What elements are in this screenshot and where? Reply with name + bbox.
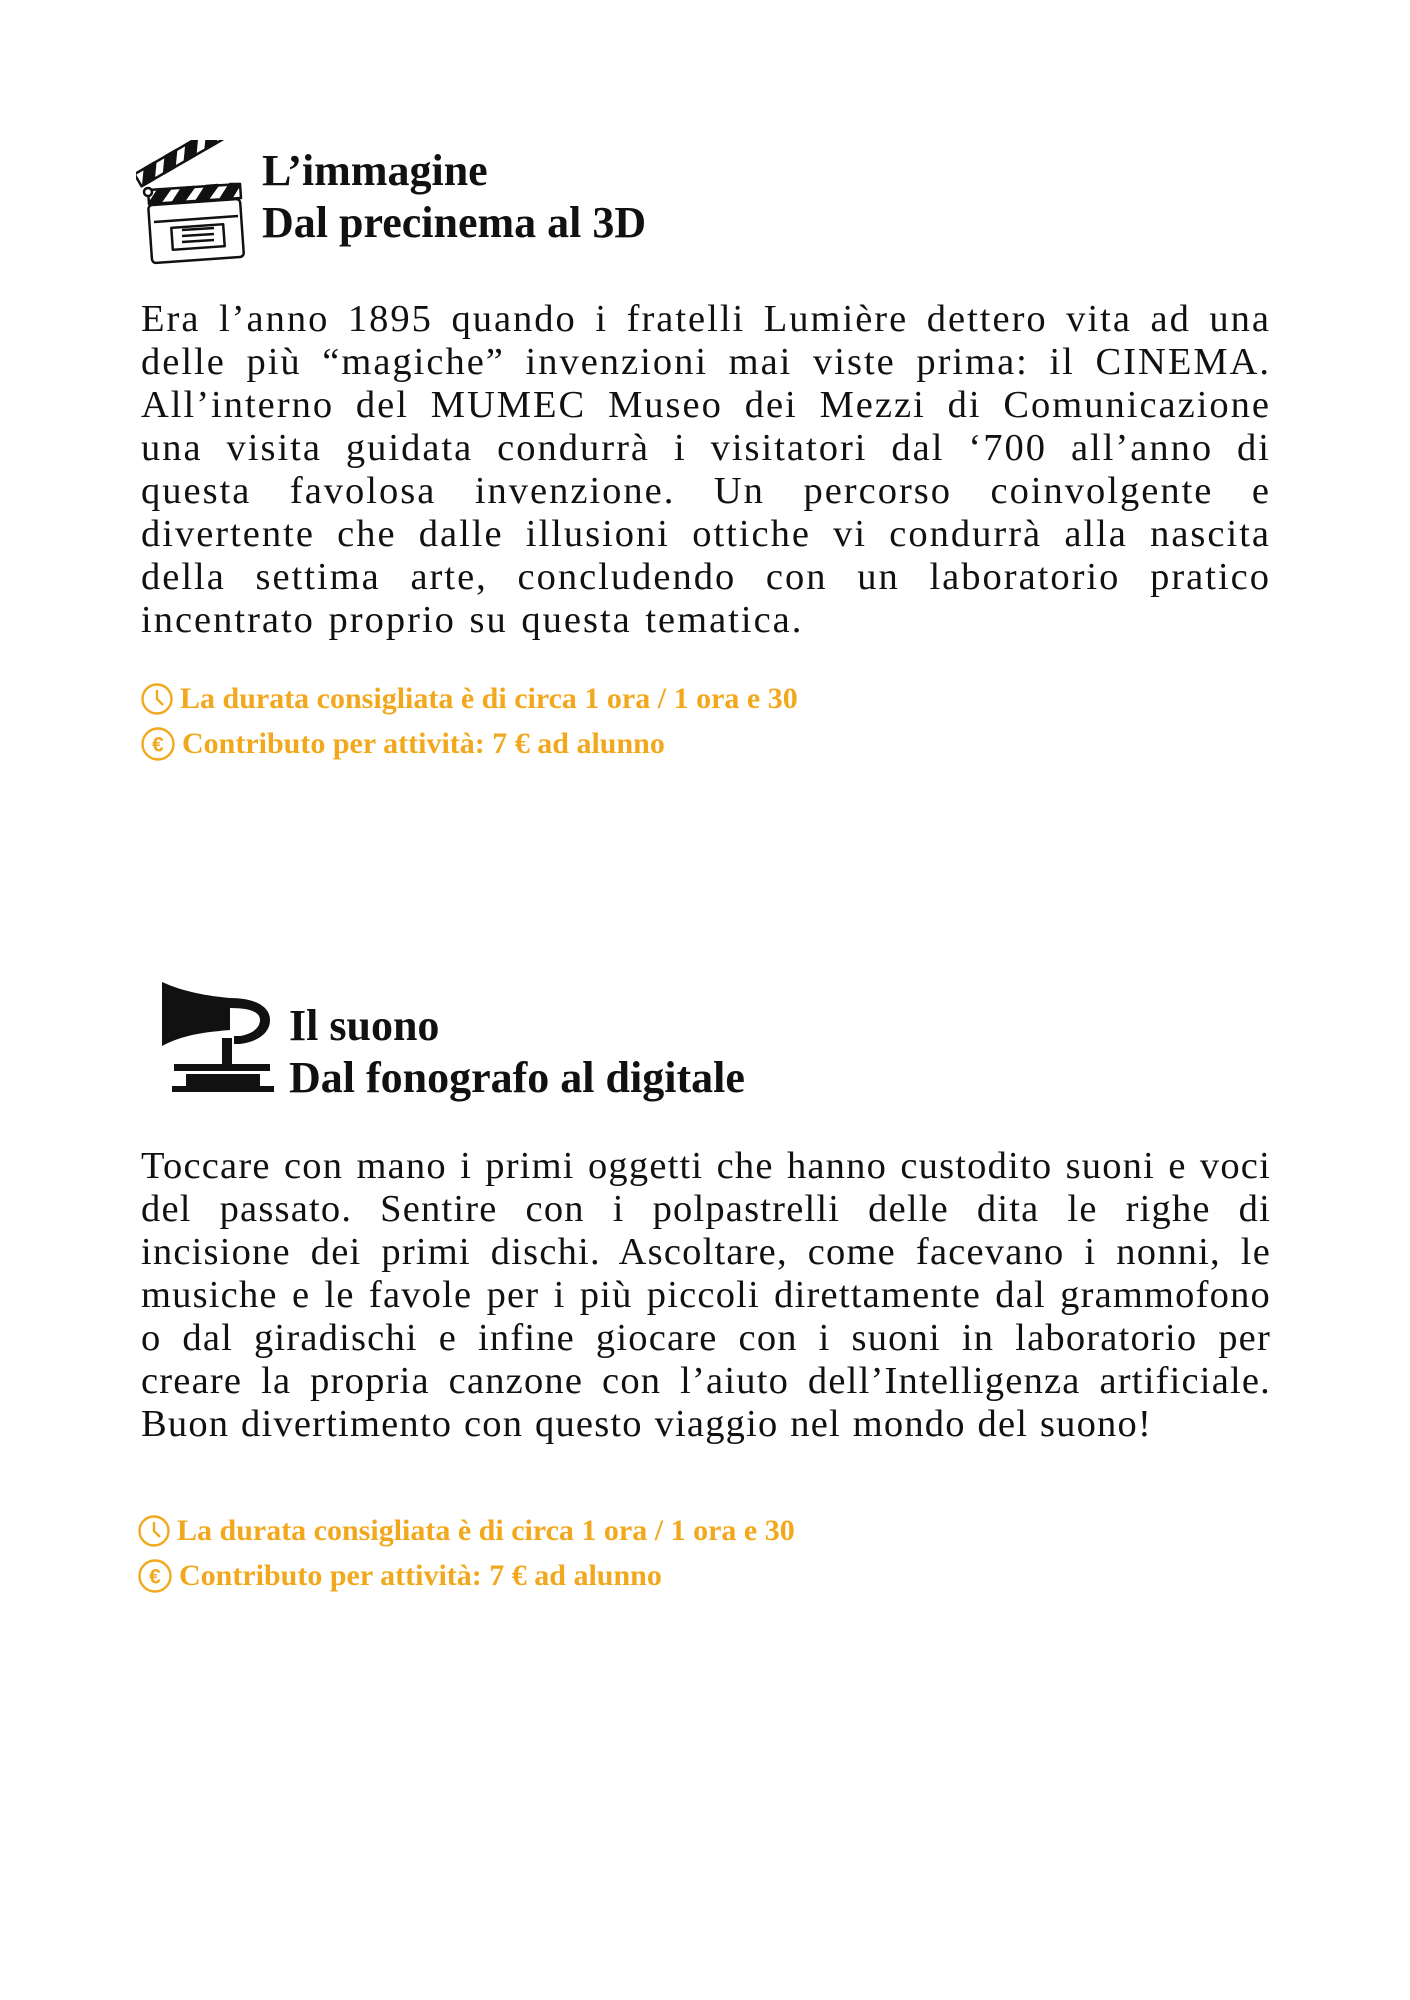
svg-text:€: € — [149, 1565, 161, 1589]
contribution-info — [137, 1558, 662, 1594]
clapperboard-icon — [136, 140, 248, 270]
duration-info — [140, 682, 798, 716]
section-description: Era l’anno 1895 quando i fratelli Lumière dettero vita ad una delle più “magiche” invenzioni mai viste prima: il CINEMA. All’interno del MUMEC Museo dei Mezzi di Comunicazione una visita guidata condurrà i visitatori dal ‘700 all’anno di questa favolosa invenzione. Un percorso coinvolgente e divertente che dalle illusioni ottiche vi condurrà alla nascita della settima arte, concludendo con un laboratorio pratico incentrato proprio su questa tematica. — [141, 298, 1271, 641]
title-line-1: Il suono — [289, 1001, 440, 1050]
section-description: Toccare con mano i primi oggetti che hanno custodito suoni e voci del passato. Sentire con i polpastrelli delle dita le righe di incisione dei primi dischi. Ascoltare, come facevano i nonni, le musiche e le favole per i più piccoli direttamente dal grammofono o dal giradischi e infine giocare con i suoni in laboratorio per creare la propria canzone con l’aiuto dell’Intelligenza artificiale. Buon divertimento con questo viaggio nel mondo del suono! — [141, 1145, 1271, 1445]
section-title — [289, 1000, 745, 1104]
gramophone-icon — [160, 980, 275, 1100]
euro-icon — [140, 726, 176, 762]
euro-icon — [137, 1558, 173, 1594]
contribution-info — [140, 726, 665, 762]
svg-text:€: € — [152, 733, 164, 757]
clock-icon — [140, 682, 174, 716]
clock-icon — [137, 1514, 171, 1548]
title-line-2: Dal fonografo al digitale — [289, 1053, 745, 1102]
title-line-1: L’immagine — [262, 146, 488, 195]
title-line-2: Dal precinema al 3D — [262, 198, 647, 247]
section-title — [262, 145, 646, 249]
duration-text: La durata consigliata è di circa 1 ora / 1 ora e 30 — [177, 1514, 795, 1547]
contribution-text: Contributo per attività: 7 € ad alunno — [179, 1559, 662, 1592]
duration-info — [137, 1514, 795, 1548]
contribution-text: Contributo per attività: 7 € ad alunno — [182, 727, 665, 760]
duration-text: La durata consigliata è di circa 1 ora / 1 ora e 30 — [180, 682, 798, 715]
